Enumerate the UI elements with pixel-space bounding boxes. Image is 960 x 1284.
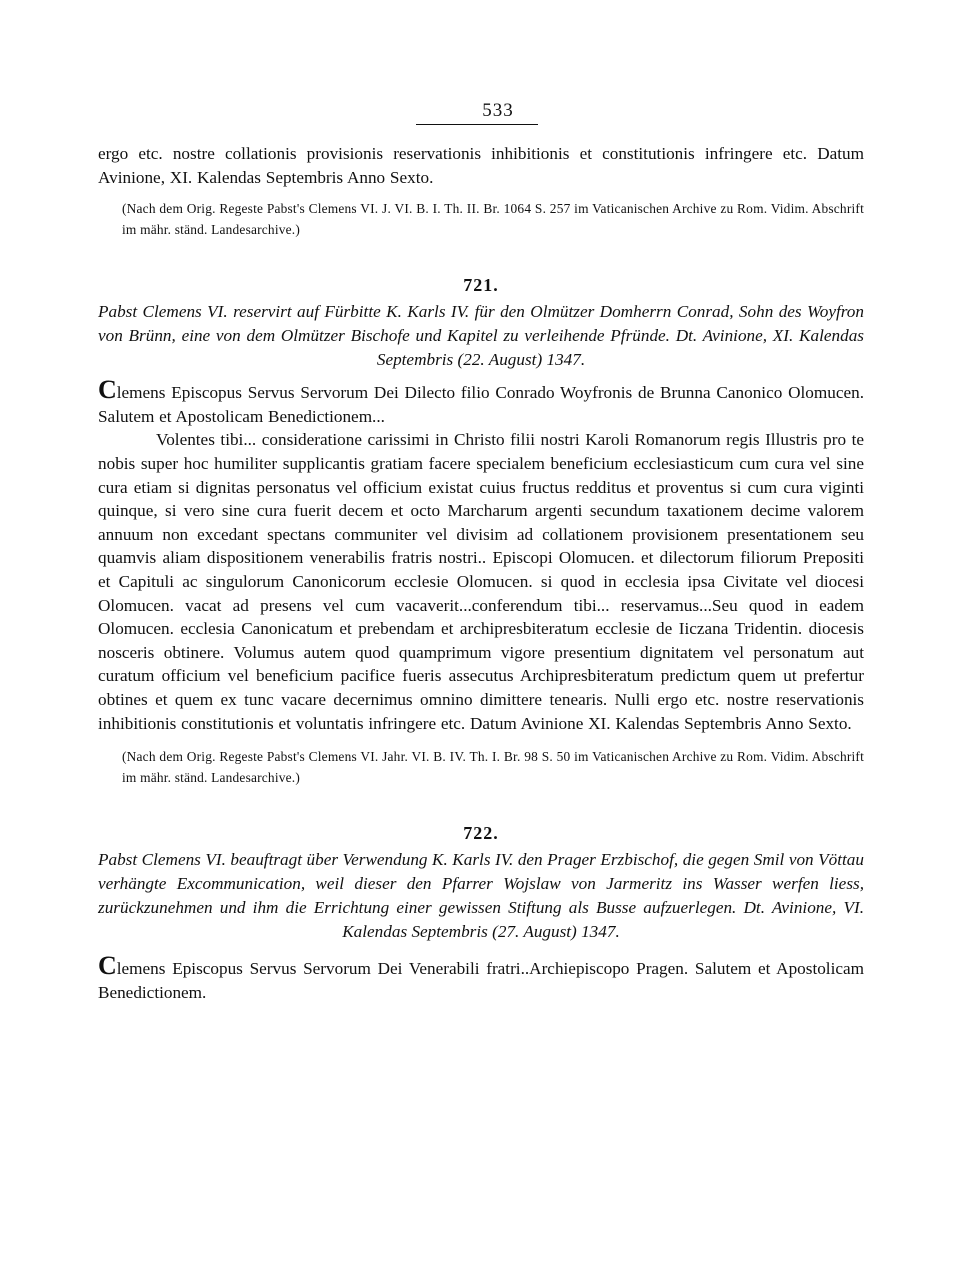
page-number-rule (416, 124, 538, 125)
document-number-722: 722. (463, 823, 499, 844)
document-heading-722: Pabst Clemens VI. beauftragt über Verwendung K. Karls IV. den Prager Erzbischof, die gegen Smil von Vöttau verhängte Excommunication, weil dieser den Pfarrer Wojslaw von Jarmeritz ins Wasser werfen liess, zurückzunehmen und ihm die Errichtung einer gewissen Stiftung als Busse aufzuerlegen. Dt. Avinione, VI. Kalendas Septembris (27. August) 1347. (98, 850, 864, 942)
document-text-721-opening (98, 375, 864, 428)
page-number: 533 (482, 100, 514, 121)
document-page (98, 100, 864, 1004)
source-note: (Nach dem Orig. Regeste Pabst's Clemens VI. J. VI. B. I. Th. II. Br. 1064 S. 257 im Vaticanischen Archive zu Rom. Vidim. Abschrift im mähr. ständ. Landesarchive.) (122, 201, 864, 237)
initial-letter-722: C (98, 951, 117, 981)
opening-text-722: lemens Episcopus Servus Servorum Dei Venerabili fratri..Archiepiscopo Pragen. Salutem et Apostolicam Benedictionem. (98, 959, 864, 1002)
continuation-text: ergo etc. nostre collationis provisionis reservationis inhibitionis et constitutionis infringere etc. Datum Avinione, XI. Kalendas Septembris Anno Sexto. (98, 144, 864, 187)
opening-text: lemens Episcopus Servus Servorum Dei Dilecto filio Conrado Woyfronis de Brunna Canonico Olomucen. Salutem et Apostolicam Benedictionem... (98, 383, 864, 426)
source-note-721: (Nach dem Orig. Regeste Pabst's Clemens VI. Jahr. VI. B. IV. Th. I. Br. 98 S. 50 im Vaticanischen Archive zu Rom. Vidim. Abschrift im mähr. ständ. Landesarchive.) (122, 749, 864, 785)
main-text: Volentes tibi... consideratione carissimi in Christo filii nostri Karoli Romanorum regis Illustris pro te nobis super hoc humiliter supplicantis gratiam facere specialem beneficium ecclesiasticum cum cura vel sine cura etiam si dignitas personatus vel officium existat cuius fructus redditus et proventus si cum cura viginti quinque, si vero sine cura fuerit decem et octo Marcharum argenti secundum taxationem decime valorem annuum non excedant spectans communiter vel divisim ad collationem provisionem presentationem seu quamvis aliam dispositionem venerabilis fratris nostri.. Episcopi Olomucen. et dilectorum filiorum Prepositi et Capituli ac singulorum Canonicorum ecclesie Olomucen. si quod in ecclesia ipsa Civitate vel diocesi Olomucen. vacat ad presens vel cum vacaverit...conferendum tibi... reservamus...Seu quod in eadem Olomucen. ecclesia Canonicatum et prebendam et archipresbiteratum ecclesie de Iiczana Tridentin. diocesis nosceris obtinere. Volumus autem quod quamprimum vigore presentium dignitatem vel personatum aut curatum officium vel beneficium pacifice fueris assecutus Archipresbiteratum predictum quem ut prefertur obtines et quem ex tunc vacare decernimus omnino dimittere tenearis. Nulli ergo etc. nostre reservationis inhibitionis constitutionis et voluntatis infringere etc. Datum Avinione XI. Kalendas Septembris Anno Sexto. (98, 430, 864, 733)
document-heading-721: Pabst Clemens VI. reservirt auf Fürbitte K. Karls IV. für den Olmützer Domherrn Conrad, Sohn des Woyfron von Brünn, eine von dem Olmützer Bischofe und Kapitel zu verleihende Pfründe. Dt. Avinione, XI. Kalendas Septembris (22. August) 1347. (98, 302, 864, 370)
document-text-722-opening (98, 951, 864, 1004)
document-text-721 (98, 428, 864, 735)
initial-letter: C (98, 375, 117, 405)
document-number-721: 721. (463, 275, 499, 296)
